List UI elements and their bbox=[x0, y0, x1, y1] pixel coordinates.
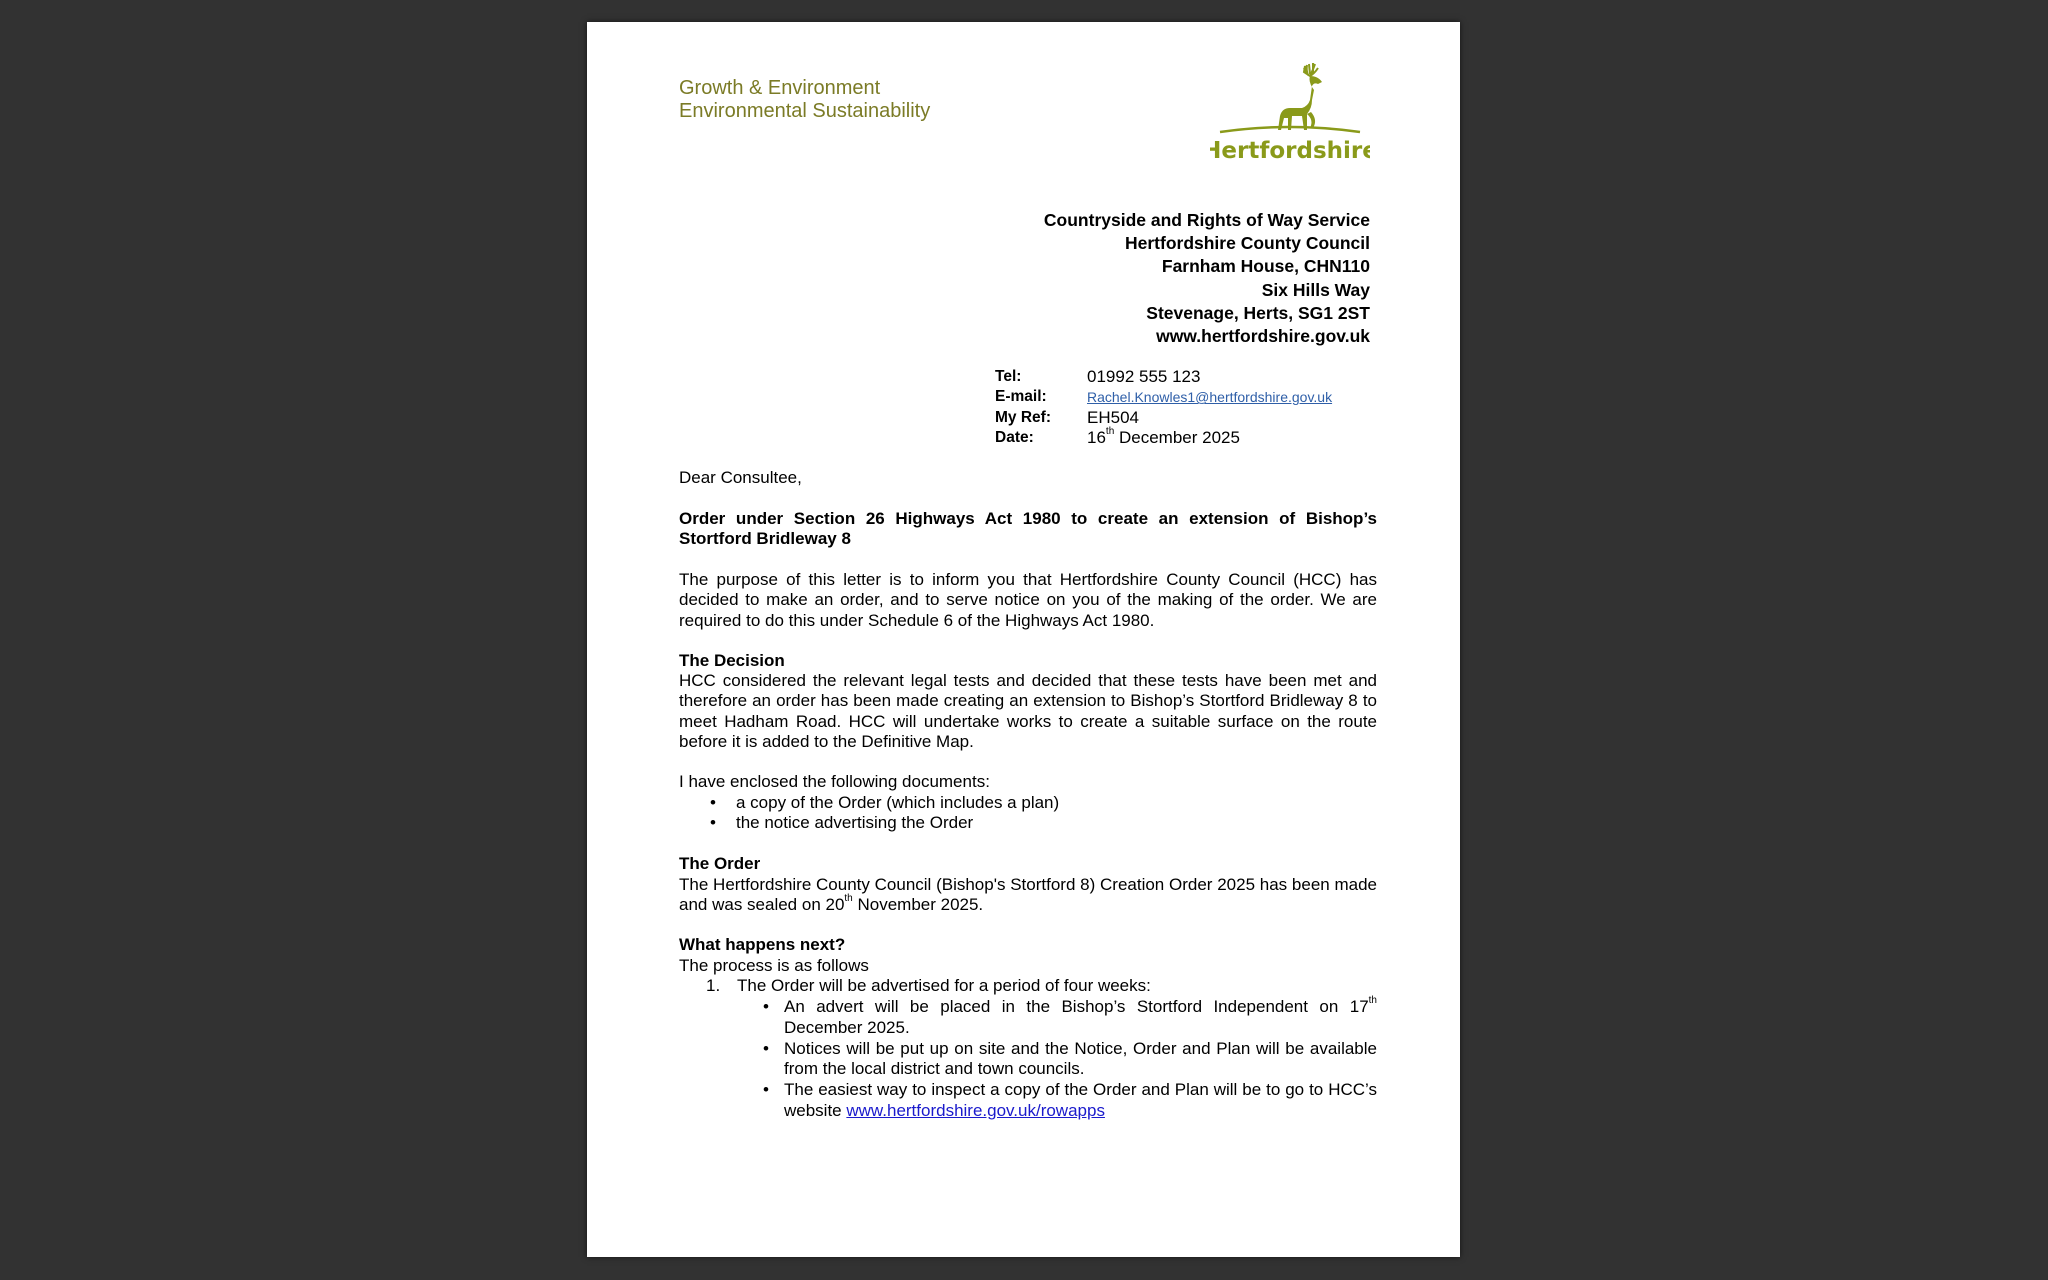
list-item bbox=[679, 793, 1377, 813]
subject-heading: Order under Section 26 Highways Act 1980 to create an extension of Bishop’s Stortford Bridleway 8 bbox=[679, 509, 1377, 549]
rowapps-link[interactable]: www.hertfordshire.gov.uk/rowapps bbox=[846, 1100, 1105, 1120]
step-item bbox=[679, 976, 1377, 996]
date-rest: December 2025 bbox=[1114, 428, 1240, 448]
address-line: Six Hills Way bbox=[1261, 279, 1370, 300]
date-suffix: th bbox=[1105, 426, 1115, 438]
tel-value: 01992 555 123 bbox=[1087, 367, 1201, 386]
decision-paragraph: HCC considered the relevant legal tests and decided that these tests have been met and therefore an order has been made creating an extension to Bishop’s Stortford Bridleway 8 to meet Hadham Road. HCC will undertake works to create a suitable surface on the route before it is added to the Definitive Map. bbox=[679, 671, 1377, 751]
next-intro: The process is as follows bbox=[679, 956, 869, 975]
step-number: 1. bbox=[706, 976, 721, 995]
address-line: Countryside and Rights of Way Service bbox=[1043, 210, 1370, 230]
date-value bbox=[1087, 428, 1240, 448]
order-paragraph bbox=[679, 875, 1377, 916]
email-label: E-mail: bbox=[995, 388, 1047, 406]
list-item bbox=[679, 813, 1377, 833]
sub-item-text bbox=[784, 997, 1377, 1038]
next-heading: What happens next? bbox=[679, 935, 846, 954]
enclosed-list bbox=[679, 793, 1377, 834]
decision-heading: The Decision bbox=[679, 651, 785, 670]
sub-item-text: Notices will be put up on site and the Notice, Order and Plan will be available from the local district and town councils. bbox=[784, 1038, 1377, 1079]
tel-label: Tel: bbox=[995, 368, 1022, 385]
list-item-text: the notice advertising the Order bbox=[736, 813, 974, 833]
address-line: Hertfordshire County Council bbox=[1124, 233, 1370, 254]
address-website: www.hertfordshire.gov.uk bbox=[1156, 326, 1370, 347]
order-text: The Hertfordshire County Council (Bishop's Stortford 8) Creation Order 2025 has been made and was sealed on 20 bbox=[679, 875, 1377, 915]
date-day: 16 bbox=[1087, 428, 1106, 448]
sub-item-text bbox=[784, 1080, 1377, 1121]
svg-text:Hertfordshire: Hertfordshire bbox=[1210, 138, 1370, 164]
ref-value: EH504 bbox=[1087, 407, 1139, 427]
bullet-icon: • bbox=[763, 1080, 769, 1100]
sub-sup: th bbox=[1368, 995, 1377, 1007]
address-line: Farnham House, CHN110 bbox=[1161, 256, 1370, 277]
step-text: The Order will be advertised for a period of four weeks: bbox=[737, 976, 1151, 995]
sub-list bbox=[763, 995, 1377, 1121]
hertfordshire-logo bbox=[1210, 60, 1370, 164]
date-label: Date: bbox=[995, 429, 1034, 447]
bullet-icon: • bbox=[710, 813, 716, 833]
sub-text-end: December 2025. bbox=[784, 1017, 910, 1037]
order-heading: The Order bbox=[679, 854, 761, 873]
order-text-end: November 2025. bbox=[852, 895, 984, 915]
order-sup: th bbox=[844, 893, 853, 905]
department-line1: Growth & Environment bbox=[679, 77, 881, 99]
bullet-icon: • bbox=[763, 1038, 769, 1058]
sub-text: The easiest way to inspect a copy of the Order and Plan will be to go to HCC’s website bbox=[784, 1080, 1377, 1120]
department-line2: Environmental Sustainability bbox=[679, 100, 931, 122]
sub-text: An advert will be placed in the Bishop’s Stortford Independent on 17 bbox=[784, 997, 1369, 1017]
steps-list bbox=[679, 976, 1377, 1121]
sub-item bbox=[763, 1080, 1377, 1121]
department-header bbox=[679, 77, 930, 123]
intro-paragraph: The purpose of this letter is to inform you that Hertfordshire County Council (HCC) has decided to make an order, and to serve notice on you of the making of the order. We are required to do this under Schedule 6 of the Highways Act 1980. bbox=[679, 570, 1377, 630]
ref-label: My Ref: bbox=[995, 408, 1051, 426]
enclosed-intro: I have enclosed the following documents: bbox=[679, 772, 990, 791]
sender-address bbox=[1044, 209, 1370, 348]
sub-item bbox=[763, 995, 1377, 1038]
sub-item bbox=[763, 1038, 1377, 1080]
email-link[interactable]: Rachel.Knowles1@hertfordshire.gov.uk bbox=[1087, 389, 1333, 406]
letter-page bbox=[587, 22, 1460, 1257]
bullet-icon: • bbox=[710, 793, 716, 812]
address-line: Stevenage, Herts, SG1 2ST bbox=[1146, 302, 1370, 323]
salutation: Dear Consultee, bbox=[679, 468, 802, 487]
list-item-text: a copy of the Order (which includes a plan) bbox=[736, 793, 1060, 812]
stag-icon bbox=[1210, 60, 1370, 164]
bullet-icon: • bbox=[763, 997, 769, 1017]
